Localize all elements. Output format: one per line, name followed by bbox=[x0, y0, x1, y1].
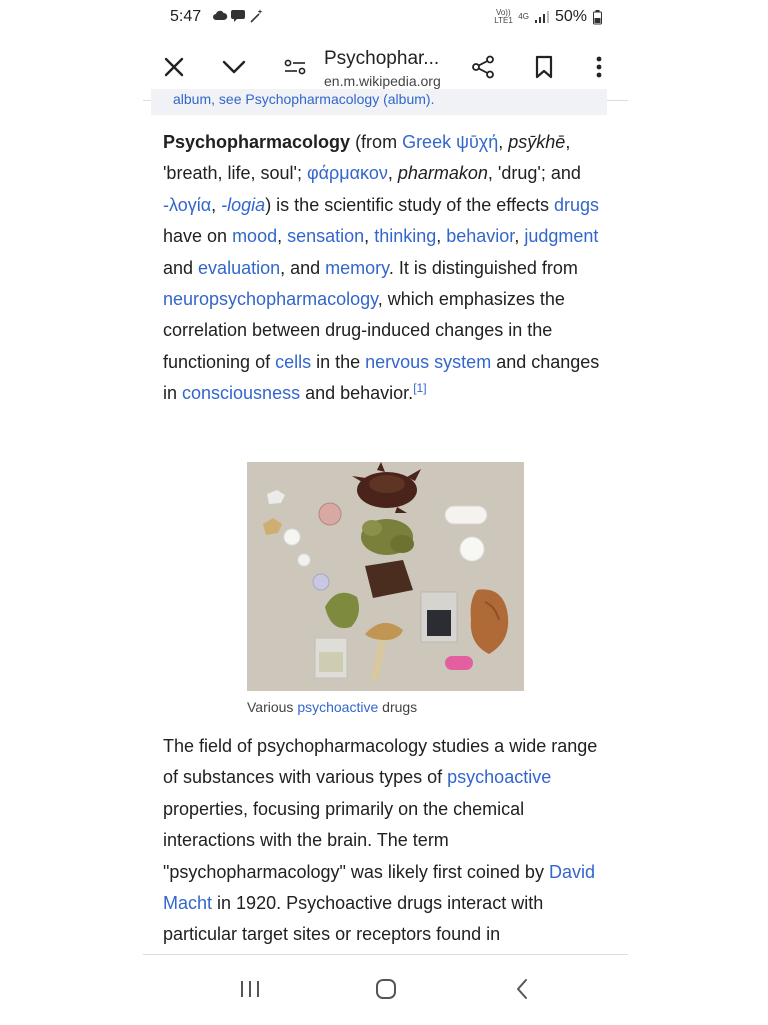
text-span: and behavior. bbox=[300, 383, 414, 404]
reference-1[interactable]: [1] bbox=[413, 381, 427, 396]
intro-paragraph bbox=[163, 127, 613, 410]
signal-icon bbox=[535, 11, 549, 23]
battery-percent: 50% bbox=[554, 8, 587, 25]
text-span: , and bbox=[280, 257, 326, 278]
close-icon[interactable] bbox=[161, 54, 187, 80]
link-neuropsychopharmacology[interactable]: neuropsychopharmacology bbox=[163, 289, 378, 310]
link-psychoactive[interactable]: psychoactive bbox=[447, 767, 552, 788]
status-right bbox=[494, 8, 602, 26]
link-behavior[interactable]: behavior bbox=[446, 226, 515, 247]
share-icon[interactable] bbox=[470, 54, 496, 80]
text-span: . It is distinguished from bbox=[388, 257, 578, 278]
drugs-photo[interactable] bbox=[247, 462, 524, 691]
chevron-down-icon[interactable] bbox=[221, 54, 247, 80]
status-bar bbox=[143, 0, 628, 36]
link-drugs[interactable]: drugs bbox=[554, 194, 600, 215]
text-span: ) is the scientific study of the effects bbox=[265, 194, 554, 215]
psykhe-italic: psȳkhē bbox=[508, 132, 566, 152]
text-span: have on bbox=[163, 226, 233, 247]
more-vert-icon[interactable] bbox=[586, 54, 612, 80]
hatnote[interactable]: album, see Psychopharmacology (album). bbox=[151, 89, 607, 115]
link-logia[interactable]: -λογία bbox=[163, 194, 212, 215]
link-memory[interactable]: memory bbox=[325, 257, 389, 278]
text-span: and bbox=[163, 257, 199, 278]
page-title[interactable]: Psychophar... bbox=[324, 48, 440, 69]
link-david-macht[interactable]: David Macht bbox=[163, 861, 595, 914]
cloud-icon bbox=[213, 9, 227, 21]
page-settings-icon[interactable] bbox=[282, 54, 308, 80]
article-content bbox=[143, 91, 628, 954]
text-span: in the bbox=[311, 351, 366, 372]
link-sensation[interactable]: sensation bbox=[287, 226, 365, 247]
text-span: , bbox=[211, 194, 222, 215]
bookmark-icon[interactable] bbox=[531, 54, 557, 80]
link-logia-latin[interactable] bbox=[221, 195, 265, 215]
caption-text: Various bbox=[247, 699, 298, 715]
text-span: , bbox=[436, 226, 447, 247]
logia-italic: -logia bbox=[221, 194, 266, 215]
text-span: , bbox=[498, 132, 509, 152]
link-cells[interactable]: cells bbox=[275, 351, 312, 372]
notification-icons bbox=[213, 9, 263, 23]
text-span: properties, focusing primarily on the chemical interactions with the brain. The term "psychopharmacology" was likely first coined by bbox=[163, 798, 549, 882]
link-evaluation[interactable]: evaluation bbox=[198, 257, 281, 278]
link-judgment[interactable]: judgment bbox=[524, 226, 599, 247]
text-span: (from bbox=[350, 132, 403, 152]
link-consciousness[interactable]: consciousness bbox=[182, 383, 301, 404]
pharmakon-italic: pharmakon bbox=[397, 163, 488, 184]
text-span: , 'drug'; and bbox=[487, 163, 581, 184]
back-icon[interactable] bbox=[507, 975, 537, 1003]
text-span: and changes in bbox=[163, 351, 600, 404]
network-type: 4G bbox=[518, 12, 529, 21]
link-nervous-system[interactable]: nervous system bbox=[365, 351, 492, 372]
system-nav-bar bbox=[143, 954, 628, 1025]
page-url[interactable]: en.m.wikipedia.org bbox=[324, 73, 441, 89]
magic-wand-icon bbox=[249, 9, 263, 23]
text-span: , bbox=[277, 226, 288, 247]
text-span: , 'breath, life, soul'; bbox=[163, 132, 571, 184]
second-paragraph bbox=[163, 731, 613, 951]
link-mood[interactable]: mood bbox=[232, 226, 278, 247]
phone-screen bbox=[143, 0, 628, 1024]
link-psychoactive-caption[interactable]: psychoactive bbox=[297, 699, 379, 715]
text-span: The field of psychopharmacology studies a wide range of substances with various types of bbox=[163, 736, 598, 788]
home-icon[interactable] bbox=[371, 975, 401, 1003]
text-span: in 1920. Psychoactive drugs interact with particular target sites or receptors found in bbox=[163, 893, 544, 945]
recent-apps-icon[interactable] bbox=[235, 975, 265, 1003]
article-title-bold: Psychopharmacology bbox=[163, 132, 351, 152]
link-pharmakon[interactable]: φάρμακον bbox=[306, 163, 388, 184]
volte-indicator: Vo)) LTE1 bbox=[494, 8, 513, 25]
figure-caption bbox=[247, 699, 417, 715]
link-psyche[interactable]: ψῡχή bbox=[456, 132, 499, 152]
text-span: , bbox=[514, 226, 525, 247]
text-span: , bbox=[364, 226, 375, 247]
status-time: 5:47 bbox=[170, 8, 202, 25]
text-span: , bbox=[387, 163, 398, 184]
caption-text: drugs bbox=[378, 699, 418, 715]
link-greek[interactable]: Greek bbox=[402, 132, 452, 152]
chat-bubble-icon bbox=[231, 9, 245, 22]
text-span: , which emphasizes the correlation between drug-induced changes in the functioning of bbox=[163, 289, 565, 372]
battery-icon bbox=[593, 10, 602, 24]
link-thinking[interactable]: thinking bbox=[374, 226, 437, 247]
